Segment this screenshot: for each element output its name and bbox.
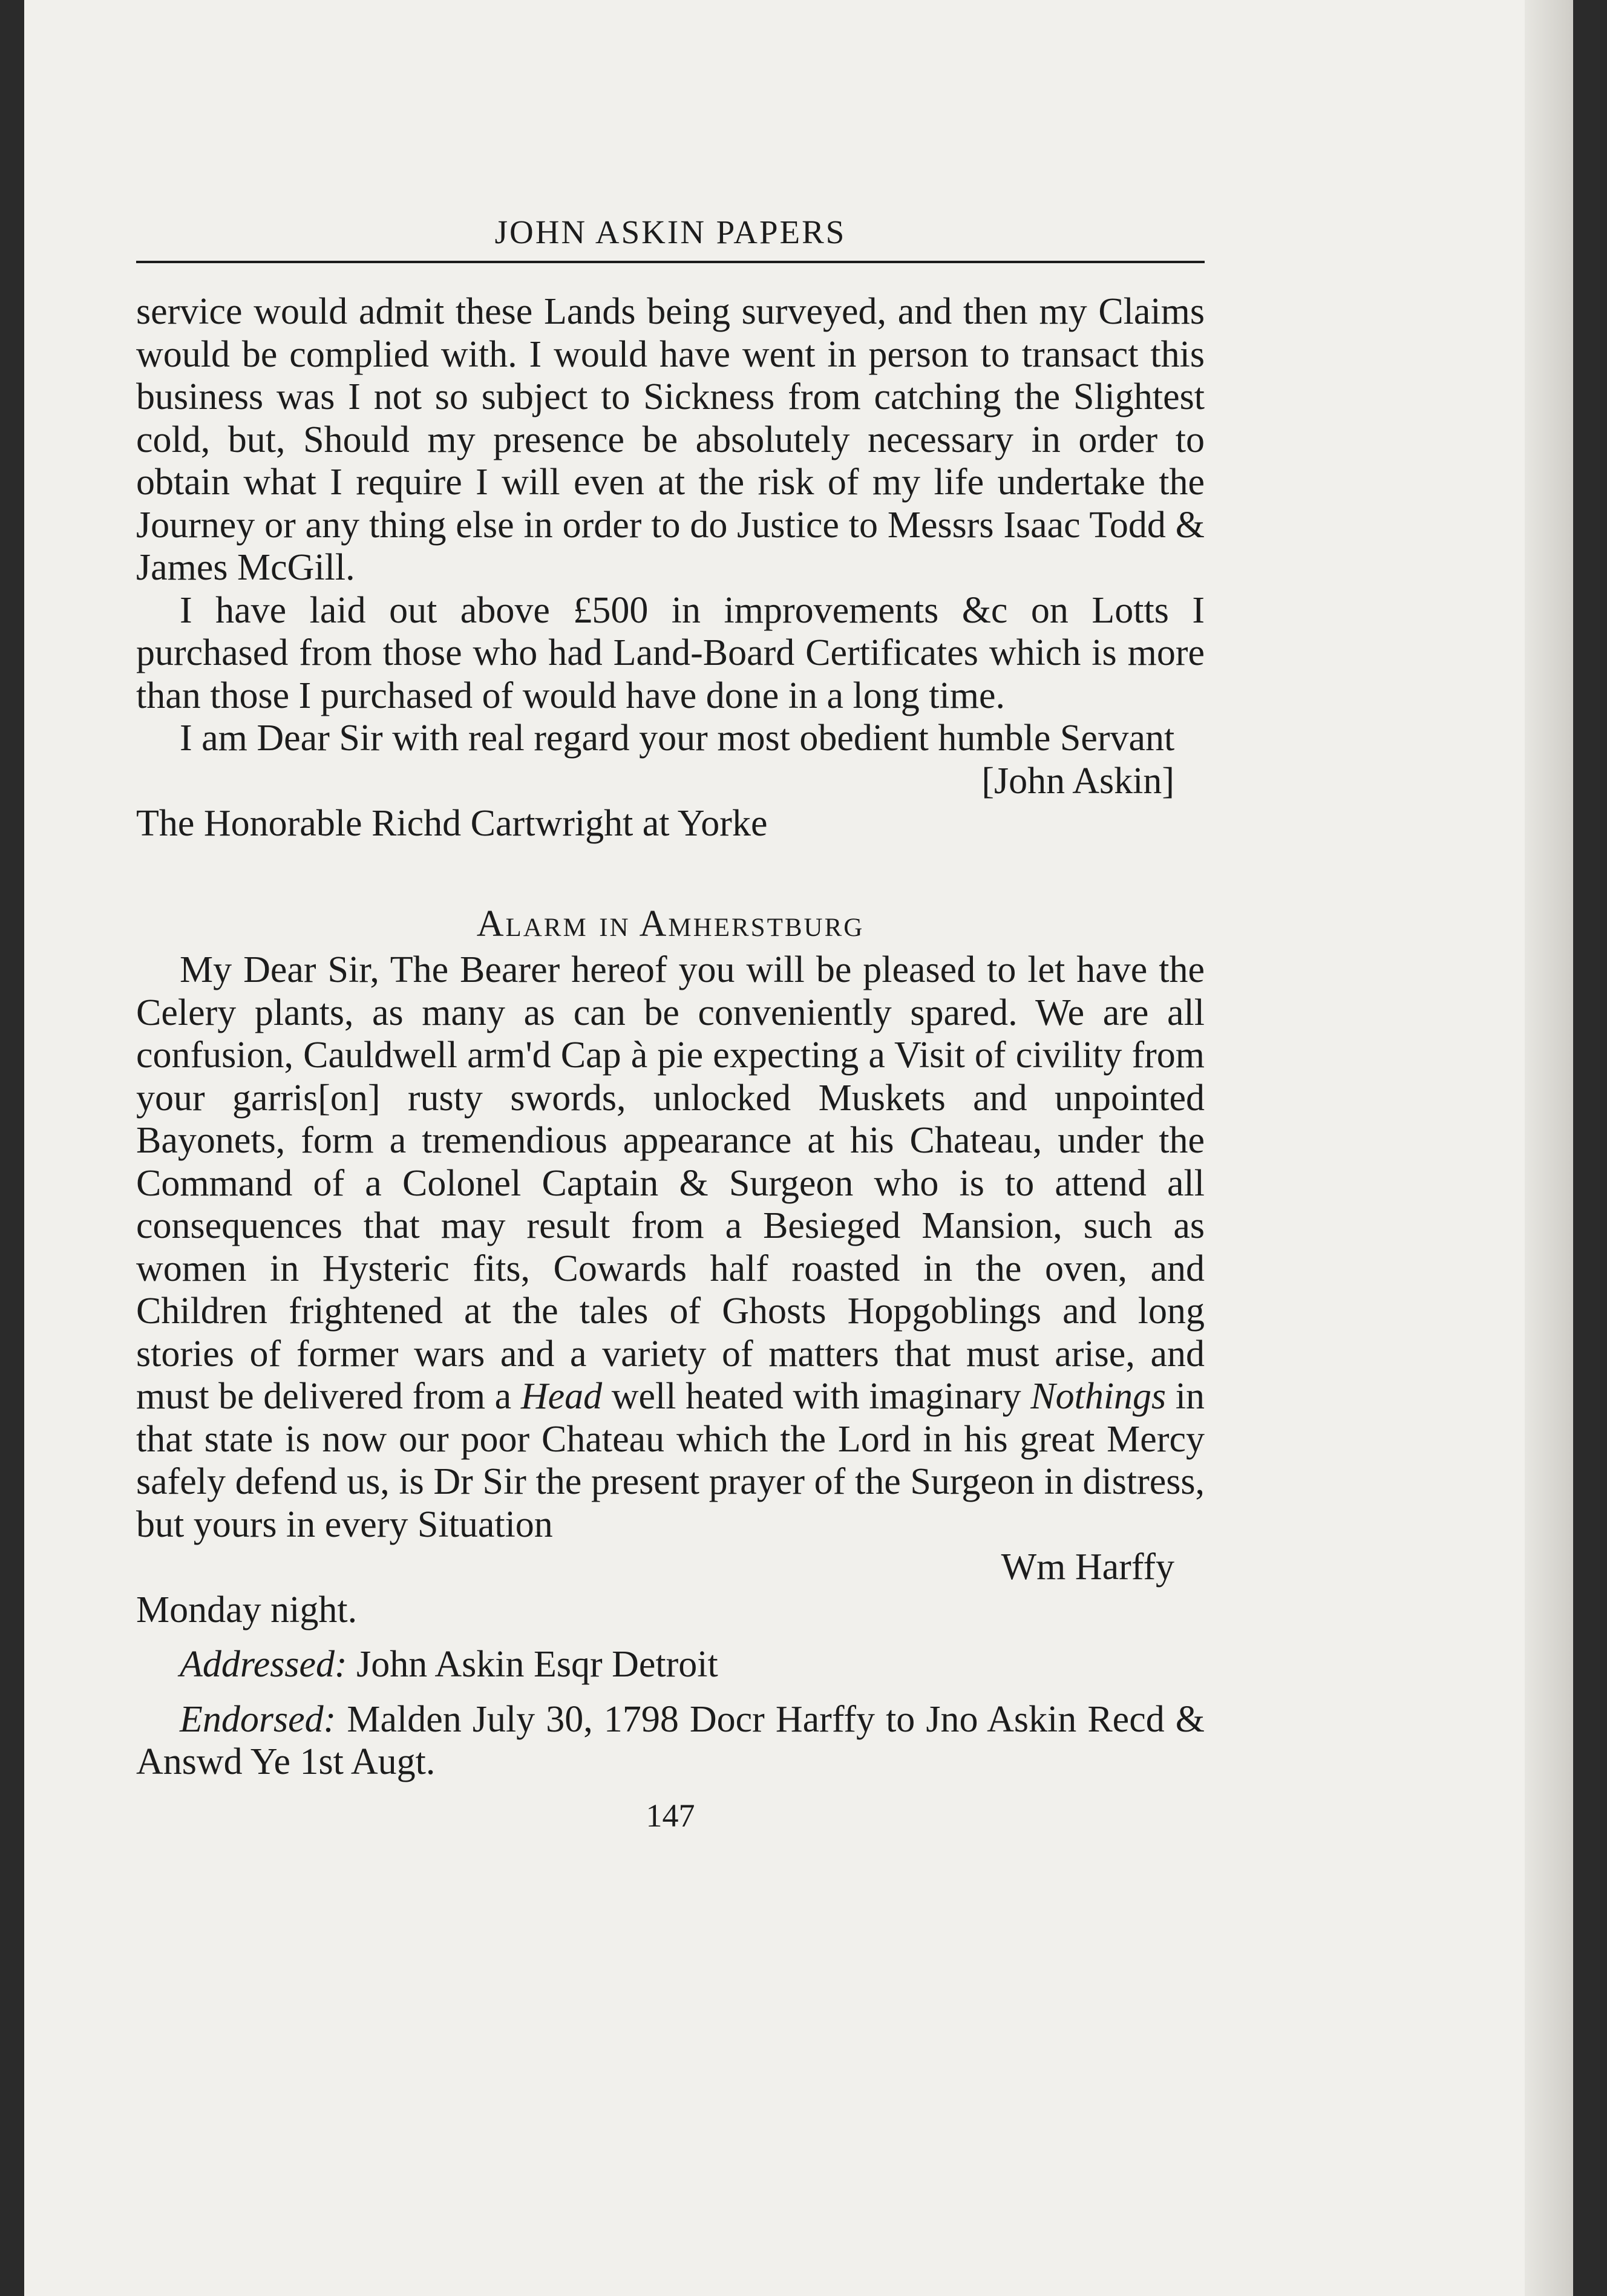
endorsed-label: Endorsed:	[180, 1698, 336, 1740]
section-heading: Alarm in Amherstburg	[476, 903, 865, 944]
running-head: JOHN ASKIN PAPERS	[494, 214, 846, 250]
letter1-closing: I am Dear Sir with real regard your most obedient humble Servant	[180, 718, 1175, 759]
letter2-body	[136, 949, 1205, 1546]
letter2-body-b: well heated with imaginary	[611, 1376, 1021, 1417]
page-edge	[1525, 0, 1573, 2296]
addressed-label: Addressed:	[180, 1644, 347, 1685]
endorsed-text: Malden July 30, 1798 Docr Harffy to Jno Askin Recd & Answd Ye 1st Augt.	[136, 1698, 1205, 1782]
italic-nothings: Nothings	[1030, 1376, 1167, 1417]
letter1-addressee: The Honorable Richd Cartwright at Yorke	[136, 803, 768, 844]
header-rule	[136, 261, 1205, 263]
letter1-paragraph-2: I have laid out above £500 in improvements &c on Lotts I purchased from those who had Land-Board Certificates which is more than those I purchased of would have done in a long time.	[136, 589, 1205, 716]
endorsed-note	[136, 1698, 1205, 1784]
letter1-paragraph-1: service would admit these Lands being surveyed, and then my Claims would be complied with. I would have went in person to transact this business was I not so subject to Sickness from catching the Slightest cold, but, Should my presence be absolutely necessary in order to obtain what I require I will even at the risk of my life undertake the Journey or any thing else in order to do Justice to Messrs Isaac Todd & James McGill.	[136, 291, 1205, 588]
letter2-body-a: My Dear Sir, The Bearer hereof you will be pleased to let have the Celery plants, as many as can be conveniently spared. We are all confusion, Cauldwell arm'd Cap à pie expecting a Visit of civility from your garris[on] rusty swords, unlocked Muskets and unpointed Bayonets, form a tremendious appearance at his Chateau, under the Command of a Colonel Captain & Surgeon who is to attend all consequences that may result from a Besieged Mansion, such as women in Hysteric fits, Cowards half roasted in the oven, and Children frightened at the tales of Ghosts Hopgoblings and long stories of former wars and a variety of matters that must arise, and must be delivered from a	[136, 949, 1205, 1417]
italic-head: Head	[520, 1376, 603, 1417]
addressed-note	[136, 1643, 1205, 1686]
addressed-text: John Askin Esqr Detroit	[356, 1644, 718, 1685]
book-page	[24, 0, 1573, 2296]
letter2-body-c: in that state is now our poor Chateau which the Lord in his great Mercy safely defend us, is Dr Sir the present prayer of the Surgeon in distress, but yours in every Situation	[136, 1376, 1205, 1545]
letter1-signature: [John Askin]	[981, 760, 1174, 802]
page-number: 147	[646, 1797, 695, 1834]
page-content	[136, 290, 1205, 1837]
letter2-dateline: Monday night.	[136, 1589, 358, 1630]
letter2-signature: Wm Harffy	[1001, 1546, 1174, 1588]
